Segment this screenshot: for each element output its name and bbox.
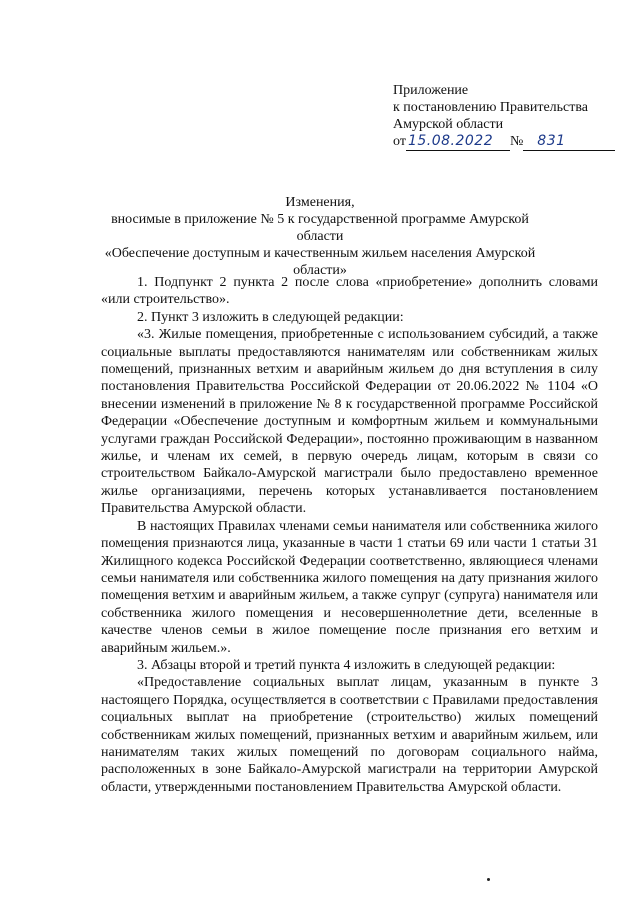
paragraph-2: 2. Пункт 3 изложить в следующей редакции: xyxy=(137,309,404,325)
appendix-region: Амурской области xyxy=(393,117,504,132)
number-sign: № xyxy=(509,134,524,149)
number-field xyxy=(523,133,615,151)
paragraph-5: 3. Абзацы второй и третий пункта 4 изложить в следующей редакции: xyxy=(137,657,556,673)
title-line-4: области» xyxy=(293,263,347,278)
document-body xyxy=(101,274,598,796)
title-line-2: вносимые в приложение № 5 к государственной программе Амурской области xyxy=(111,212,529,244)
paragraph-1: 1. Подпункт 2 пункта 2 после слова «приобретение» дополнить словами «или строительство». xyxy=(101,275,598,308)
paragraph-6: «Предоставление социальных выплат лицам, указанным в пункте 3 настоящего Порядка, осуществляется в соответствии с Правилами предоставления социальных выплат на приобретение (строительство) жилых помещений собственникам жилых помещений, признанных ветхим и аварийным жильем, или нанимателям таких жилых помещений по договорам социального найма, расположенных в зоне Байкало-Амурской магистрали на территории Амурской области, утвержденными постановлением Правительства Амурской области. xyxy=(101,675,598,795)
paragraph-4: В настоящих Правилах членами семьи нанимателя или собственника жилого помещения признаются лица, указанные в части 1 статьи 69 или части 1 статьи 31 Жилищного кодекса Российской Федерации соответственно, являющиеся членами семьи нанимателя или собственника жилого помещения на дату признания жилого помещения ветхим и аварийным жильем, а также супруг (супруга) нанимателя или собственника жилого помещения и несовершеннолетние дети, вселенные в качестве членов семьи в жилое помещение после признания его ветхим и аварийным жильем.». xyxy=(101,518,598,656)
appendix-resolution-ref: к постановлению Правительства xyxy=(393,100,589,115)
handwritten-number: 831 xyxy=(537,133,566,149)
appendix-header xyxy=(393,82,613,151)
page-mark-dot xyxy=(487,878,490,881)
date-prefix: от xyxy=(393,134,406,149)
appendix-date-number-row xyxy=(393,133,613,151)
document-title xyxy=(90,194,550,279)
title-line-3: «Обеспечение доступным и качественным жильем населения Амурской xyxy=(104,246,536,261)
paragraph-3: «3. Жилые помещения, приобретенные с использованием субсидий, а также социальные выплаты предоставляются нанимателям или собственникам жилых помещений, признанных ветхим и аварийным жильем до дня вступления в силу постановления Правительства Российской Федерации от 20.06.2022 № 1104 «О внесении изменений в приложение № 8 к государственной программе Российской Федерации «Обеспечение доступным и комфортным жильем и коммунальными услугами граждан Российской Федерации», постоянно проживающим в названном жилье, и членам их семей, в первую очередь лицам, которым в связи со строительством Байкало-Амурской магистрали было предоставлено временное жилье организациями, перечень которых устанавливается постановлением Правительства Амурской области. xyxy=(101,327,598,517)
date-field xyxy=(406,133,510,151)
handwritten-date: 15.08.2022 xyxy=(407,133,494,149)
appendix-label: Приложение xyxy=(393,83,469,98)
title-line-1: Изменения, xyxy=(285,195,355,210)
